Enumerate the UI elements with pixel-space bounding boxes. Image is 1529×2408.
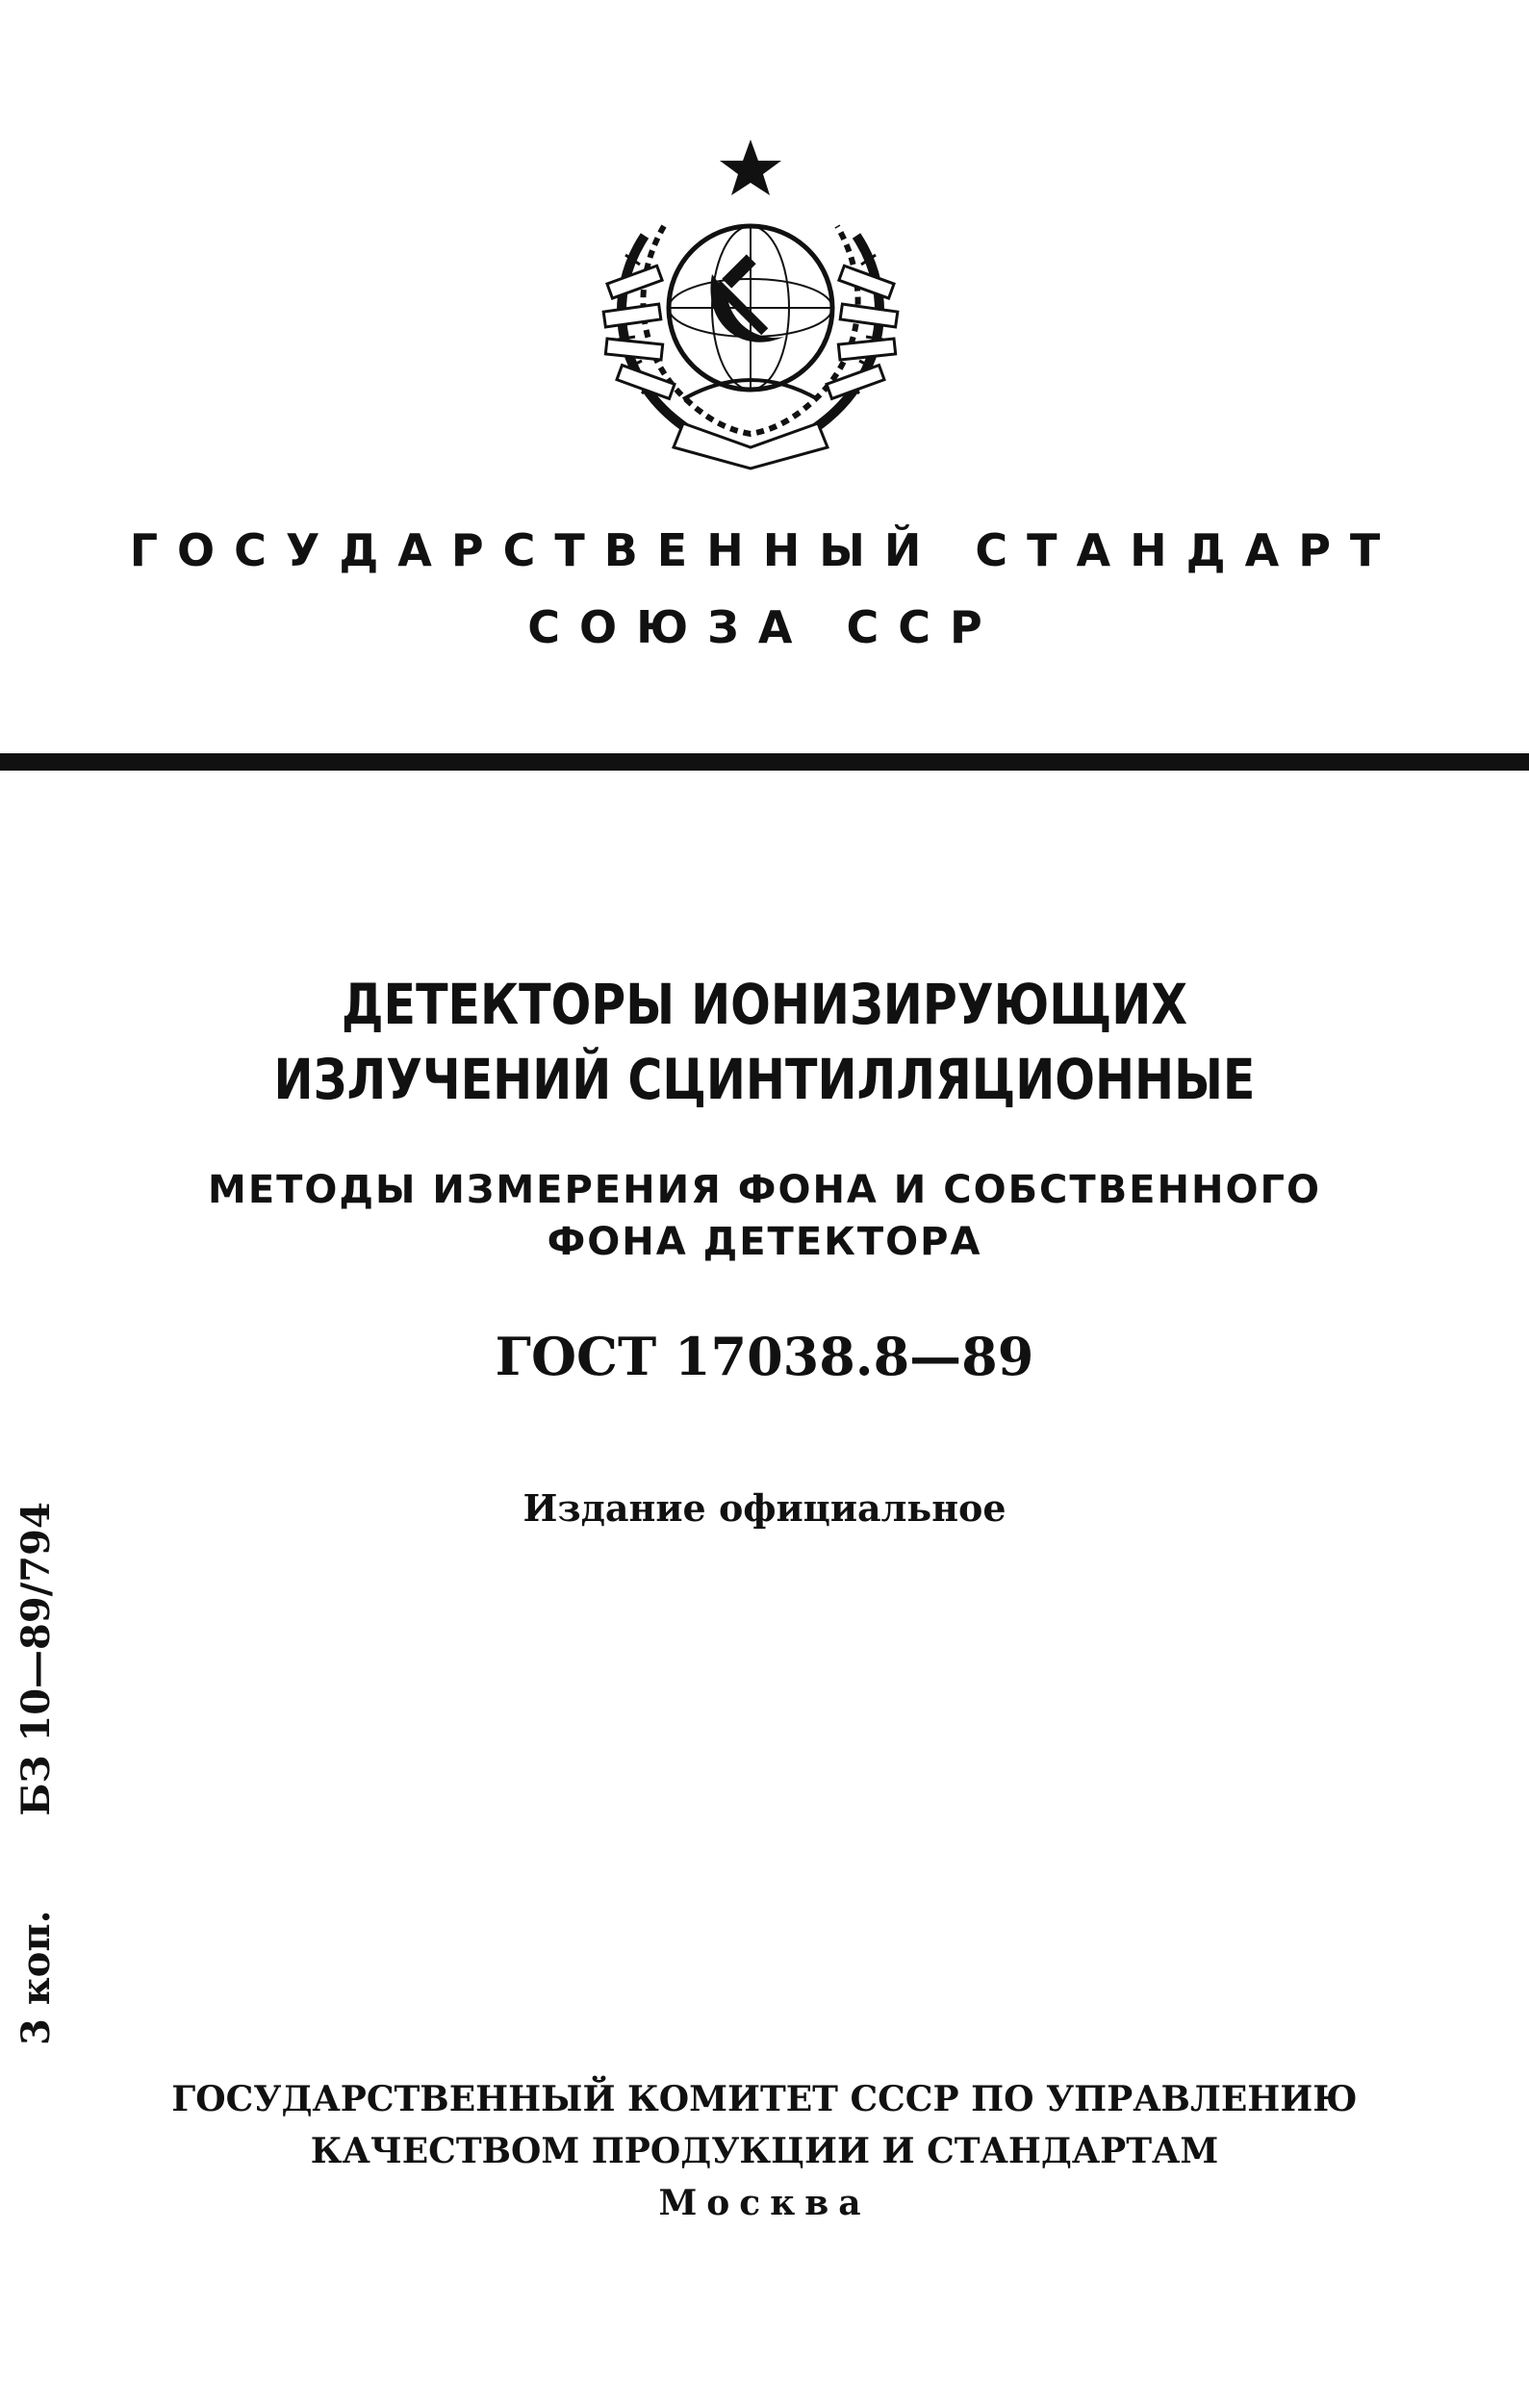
ussr-state-emblem-icon [568,130,933,495]
publisher-city: Москва [658,2183,871,2223]
publisher-block [0,2073,1529,2229]
document-title [46,967,1484,1117]
standard-code: ГОСТ 17038.8—89 [495,1326,1034,1387]
document-subtitle [0,1164,1529,1268]
catalog-number: БЗ 10—89/794 [13,1502,59,1816]
title-line-1: ДЕТЕКТОРЫ ИОНИЗИРУЮЩИХ [341,972,1188,1037]
edition-note: Издание официальное [522,1486,1007,1530]
header-line-1: ГОСУДАРСТВЕННЫЙ СТАНДАРТ [129,524,1400,576]
publisher-line-2: КАЧЕСТВОМ ПРОДУКЦИИ И СТАНДАРТАМ [310,2131,1219,2171]
subtitle-line-2: ФОНА ДЕТЕКТОРА [547,1220,982,1264]
header-line-2: СОЮЗА ССР [527,601,1002,653]
price-label: 3 коп. [13,1910,59,2045]
side-margin-text [13,1502,59,2045]
horizontal-rule [0,753,1529,771]
title-line-2: ИЗЛУЧЕНИЙ СЦИНТИЛЛЯЦИОННЫЕ [273,1047,1256,1112]
subtitle-line-1: МЕТОДЫ ИЗМЕРЕНИЯ ФОНА И СОБСТВЕННОГО [208,1168,1321,1212]
publisher-line-1: ГОСУДАРСТВЕННЫЙ КОМИТЕТ СССР ПО УПРАВЛЕНИЮ [171,2079,1358,2119]
